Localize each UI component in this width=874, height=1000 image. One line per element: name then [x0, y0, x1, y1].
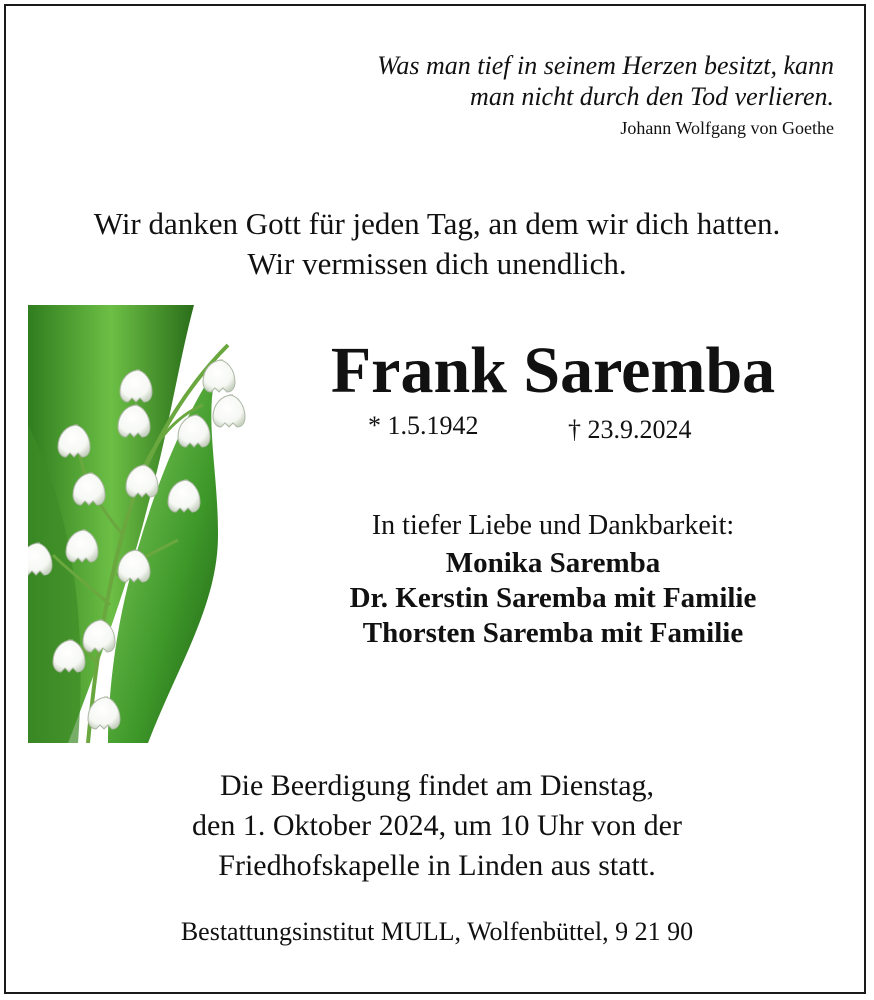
mourner-name: Monika Saremba [445, 547, 661, 579]
quote-line-2: man nicht durch den Tod verlieren. [470, 82, 834, 111]
quote-author: Johann Wolfgang von Goethe [620, 118, 834, 138]
deceased-name: Frank Saremba [330, 334, 776, 407]
intro-line-1: Wir danken Gott für jeden Tag, an dem wir dich hatten. [93, 206, 781, 241]
goethe-quote [377, 50, 834, 112]
funeral-line-2: den 1. Oktober 2024, um 10 Uhr von der [192, 809, 682, 842]
intro-text [6, 204, 868, 284]
mourner-name: Thorsten Saremba mit Familie [362, 617, 744, 649]
birth-date: * 1.5.1942 [368, 411, 479, 440]
obituary-frame [4, 4, 866, 994]
mourner-name: Dr. Kerstin Saremba mit Familie [349, 582, 757, 614]
undertaker-contact: Bestattungsinstitut MULL, Wolfenbüttel, 9 21 90 [180, 917, 694, 946]
funeral-line-3: Friedhofskapelle in Linden aus statt. [218, 849, 656, 882]
funeral-info [6, 766, 868, 886]
death-date: † 23.9.2024 [568, 415, 692, 444]
intro-line-2: Wir vermissen dich unendlich. [247, 246, 627, 281]
quote-line-1: Was man tief in seinem Herzen besitzt, kann [377, 51, 834, 80]
mourners-intro: In tiefer Liebe und Dankbarkeit: [371, 510, 735, 541]
lily-of-the-valley-icon [28, 305, 268, 743]
mourners-block [268, 506, 838, 651]
funeral-line-1: Die Beerdigung findet am Dienstag, [219, 769, 655, 802]
